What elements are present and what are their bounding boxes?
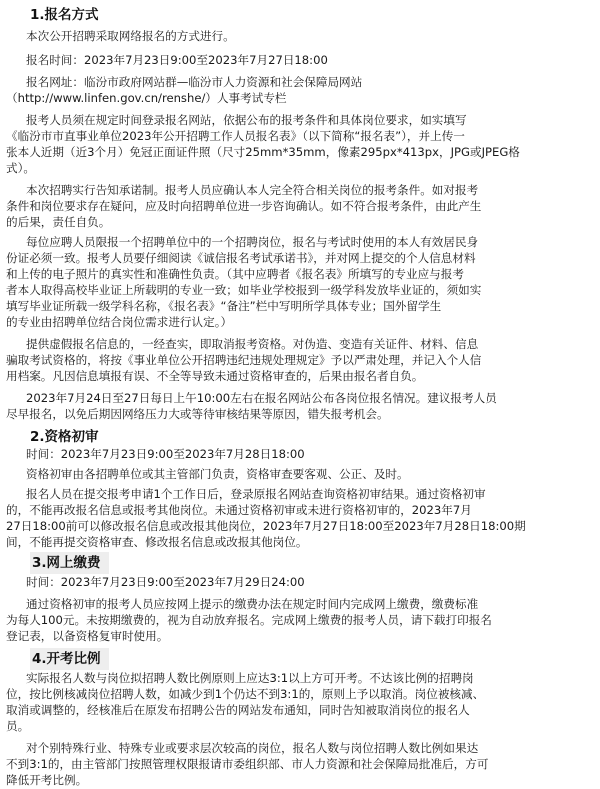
paragraph-line: 报名人员在提交报考申请1个工作日后，登录原报名网站查询资格初审结果。通过资格初审 — [26, 487, 486, 501]
paragraph-line: 位，按比例核减岗位招聘人数，如减少到1个仍达不到3:1的，原则上予以取消。岗位被核减、 — [6, 687, 485, 701]
paragraph-line: 为每人100元。未按期缴费的，视为自动放弃报名。完成网上缴费的报考人员，请下载打印报名 — [6, 613, 492, 627]
paragraph-line: 通过资格初审的报考人员应按网上提示的缴费办法在规定时间内完成网上缴费，缴费标准 — [26, 597, 479, 611]
registration-site-url: （http://www.linfen.gov.cn/renshe/）人事考试专栏 — [6, 91, 287, 105]
paragraph-line: 登记表，以备资格复审时使用。 — [6, 629, 169, 643]
section-heading-preliminary-review: 2.资格初审 — [30, 429, 99, 445]
paragraph-line: 式）。 — [6, 161, 35, 175]
section-heading-online-payment: 3.网上缴费 — [30, 552, 109, 574]
paragraph-line: 每位应聘人员限报一个招聘单位中的一个招聘岗位，报名与考试时使用的本人有效居民身 — [26, 235, 479, 249]
paragraph-line: 用档案。凡因信息填报有误、不全等导致未通过资格审查的，后果由报名者自负。 — [6, 369, 424, 383]
registration-time: 报名时间：2023年7月23日9:00至2023年7月27日18:00 — [26, 53, 328, 67]
paragraph-line: 本次招聘实行告知承诺制。报考人员应确认本人完全符合相关岗位的报考条件。如对报考 — [26, 183, 479, 197]
paragraph-line: 2023年7月24日至27日每日上午10:00左右在报名网站公布各岗位报名情况。建议报考人员 — [26, 391, 497, 405]
paragraph-line: 不到3:1的，由主管部门按照管理权限报请市委组织部、市人力资源和社会保障局批准后，方可 — [6, 757, 489, 771]
registration-site: 报名网址：临汾市政府网站群—临汾市人力资源和社会保障局网站 — [26, 75, 363, 89]
paragraph-line: 报考人员须在规定时间登录报名网站，依据公布的报考条件和具体岗位要求，如实填写 — [26, 113, 467, 127]
paragraph-line: 者本人取得高校毕业证上所载明的专业一致；如毕业学校报到一级学科发放毕业证的，须如实 — [6, 283, 482, 297]
paragraph-line: 27日18:00前可以修改报名信息或改报其他岗位，2023年7月27日18:00至2023年7月28日18:00期 — [6, 519, 526, 533]
paragraph-line: 本次公开招聘采取网络报名的方式进行。 — [26, 29, 235, 43]
paragraph-line: 取消或调整的，经核准后在原发布招聘公告的网站发布通知，同时告知被取消岗位的报名人 — [6, 703, 470, 717]
paragraph-line: 填写毕业证所载一级学科名称，《报名表》“备注”栏中写明所学具体专业；国外留学生 — [6, 299, 442, 313]
paragraph-line: 和上传的电子照片的真实性和准确性负责。（其中应聘者《报名表》所填写的专业应与报考 — [6, 267, 464, 281]
paragraph-line: 提供虚假报名信息的，一经查实，即取消报考资格。对伪造、变造有关证件、材料、信息 — [26, 337, 479, 351]
paragraph-line: 的，不能再改报名信息或报考其他岗位。未通过资格初审或未进行资格初审的，2023年7月 — [6, 503, 472, 517]
paragraph-line: 份证必须一致。报考人员要仔细阅读《诚信报名考试承诺书》，并对网上提交的个人信息材料 — [6, 251, 476, 265]
paragraph-line: 《临汾市市直事业单位2023年公开招聘工作人员报名表》（以下简称“报名表”），并上传一 — [6, 129, 465, 143]
paragraph-line: 对个别特殊行业、特殊专业或要求层次较高的岗位，报名人数与岗位招聘人数比例如果达 — [26, 741, 479, 755]
paragraph-line: 实际报名人数与岗位拟招聘人数比例原则上应达3:1以上方可开考。不达该比例的招聘岗 — [26, 671, 474, 685]
paragraph-line: 尽早报名，以免后期因网络压力大或等待审核结果等原因，错失报考机会。 — [6, 407, 389, 421]
paragraph-line: 的后果，责任自负。 — [6, 215, 111, 229]
payment-time: 时间：2023年7月23日9:00至2023年7月29日24:00 — [26, 575, 305, 589]
section-heading-exam-ratio: 4.开考比例 — [30, 648, 109, 670]
paragraph-line: 的专业由招聘单位结合岗位需求进行认定。） — [6, 315, 233, 329]
paragraph-line: 条件和岗位要求存在疑问，应及时向招聘单位进一步咨询确认。如不符合报考条件，由此产生 — [6, 199, 482, 213]
paragraph-line: 间，不能再提交资格审查、修改报名信息或改报其他岗位。 — [6, 535, 308, 549]
paragraph-line: 资格初审由各招聘单位或其主管部门负责，资格审查要客观、公正、及时。 — [26, 467, 409, 481]
section-heading-registration: 1.报名方式 — [30, 7, 99, 23]
review-time: 时间：2023年7月23日9:00至2023年7月28日18:00 — [26, 447, 305, 461]
paragraph-line: 骗取考试资格的，将按《事业单位公开招聘违纪违规处理规定》予以严肃处理，并记入个人信 — [6, 353, 482, 367]
paragraph-line: 降低开考比例。 — [6, 773, 88, 787]
paragraph-line: 张本人近期（近3个月）免冠正面证件照（尺寸25mm*35mm，像素295px*413px，JPG或JPEG格 — [6, 145, 520, 159]
paragraph-line: 员。 — [6, 719, 30, 733]
